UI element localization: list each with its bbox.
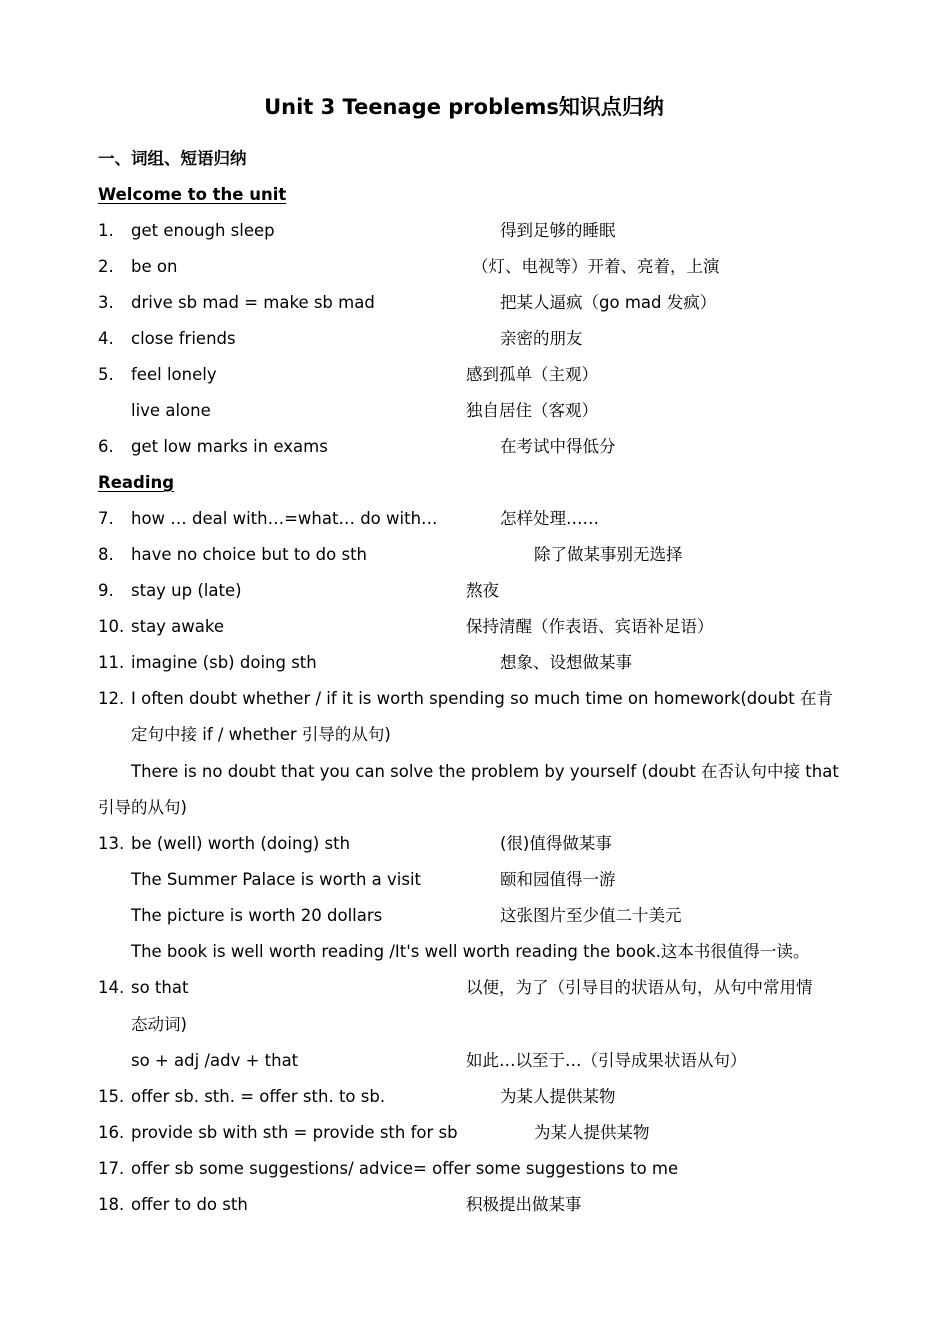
item-english: so that: [131, 978, 189, 997]
item-english: provide sb with sth = provide sth for sb: [131, 1123, 458, 1142]
item-number: 12.: [98, 689, 125, 708]
item-english: have no choice but to do sth: [131, 545, 367, 564]
item-english: how … deal with…=what… do with…: [131, 509, 438, 528]
item-english: close friends: [131, 329, 236, 348]
item-chinese: 想象、设想做某事: [500, 653, 632, 672]
item-chinese: 独自居住（客观）: [466, 401, 598, 420]
section-heading: 一、词组、短语归纳: [98, 149, 247, 168]
item-chinese: 为某人提供某物: [500, 1087, 616, 1106]
item-english: get low marks in exams: [131, 437, 328, 456]
item-english: so + adj /adv + that: [131, 1051, 299, 1070]
item-chinese: 颐和园值得一游: [500, 870, 616, 889]
item-chinese: 积极提出做某事: [466, 1195, 582, 1214]
item-sentence: 定句中接 if / whether 引导的从句): [131, 725, 391, 744]
item-english: imagine (sb) doing sth: [131, 653, 317, 672]
item-sentence: offer sb some suggestions/ advice= offer some suggestions to me: [131, 1159, 679, 1178]
item-chinese: 得到足够的睡眠: [500, 221, 616, 240]
item-english: The picture is worth 20 dollars: [131, 906, 383, 925]
item-number: 16.: [98, 1123, 125, 1142]
item-sentence: 引导的从句): [98, 798, 187, 817]
item-chinese: 如此…以至于…（引导成果状语从句）: [466, 1051, 747, 1070]
item-chinese: 亲密的朋友: [500, 329, 583, 348]
item-number: 6.: [98, 437, 114, 456]
item-chinese: 除了做某事别无选择: [534, 545, 683, 564]
item-chinese: 把某人逼疯（go mad 发疯）: [500, 293, 717, 312]
item-number: 13.: [98, 834, 125, 853]
item-number: 18.: [98, 1195, 125, 1214]
item-number: 3.: [98, 293, 114, 312]
item-sentence: The book is well worth reading /It's well worth reading the book.这本书很值得一读。: [131, 942, 810, 961]
item-english: drive sb mad = make sb mad: [131, 293, 375, 312]
item-chinese: 保持清醒（作表语、宾语补足语）: [466, 617, 714, 636]
item-number: 2.: [98, 257, 114, 276]
item-chinese: (很)值得做某事: [500, 834, 612, 853]
item-number: 1.: [98, 221, 114, 240]
item-number: 7.: [98, 509, 114, 528]
item-chinese: 以便，为了（引导目的状语从句，从句中常用情: [466, 978, 813, 997]
item-chinese: 感到孤单（主观）: [466, 365, 598, 384]
item-number: 14.: [98, 978, 125, 997]
item-english: offer sb. sth. = offer sth. to sb.: [131, 1087, 386, 1106]
item-english: live alone: [131, 401, 211, 420]
item-chinese: （灯、电视等）开着、亮着，上演: [472, 257, 720, 276]
item-sentence: There is no doubt that you can solve the problem by yourself (doubt 在否认句中接 that: [131, 762, 839, 781]
page-title: Unit 3 Teenage problems知识点归纳: [264, 95, 664, 119]
item-number: 17.: [98, 1159, 125, 1178]
item-number: 15.: [98, 1087, 125, 1106]
item-number: 4.: [98, 329, 114, 348]
item-sentence: I often doubt whether / if it is worth spending so much time on homework(doubt 在肯: [131, 689, 834, 708]
item-chinese: 为某人提供某物: [534, 1123, 650, 1142]
item-number: 11.: [98, 653, 125, 672]
item-number: 5.: [98, 365, 114, 384]
item-chinese: 这张图片至少值二十美元: [500, 906, 682, 925]
item-english: be (well) worth (doing) sth: [131, 834, 351, 853]
item-chinese: 熬夜: [466, 581, 499, 600]
item-english: get enough sleep: [131, 221, 275, 240]
item-english: feel lonely: [131, 365, 217, 384]
item-chinese: 怎样处理……: [500, 509, 599, 528]
item-english: be on: [131, 257, 178, 276]
item-english: offer to do sth: [131, 1195, 248, 1214]
subheading-welcome: Welcome to the unit: [98, 185, 287, 204]
item-english: stay awake: [131, 617, 225, 636]
item-english: stay up (late): [131, 581, 242, 600]
item-sentence: 态动词): [131, 1015, 187, 1034]
item-number: 9.: [98, 581, 114, 600]
subheading-reading: Reading: [98, 473, 175, 492]
item-chinese: 在考试中得低分: [500, 437, 616, 456]
item-english: The Summer Palace is worth a visit: [131, 870, 421, 889]
item-number: 10.: [98, 617, 125, 636]
item-number: 8.: [98, 545, 114, 564]
